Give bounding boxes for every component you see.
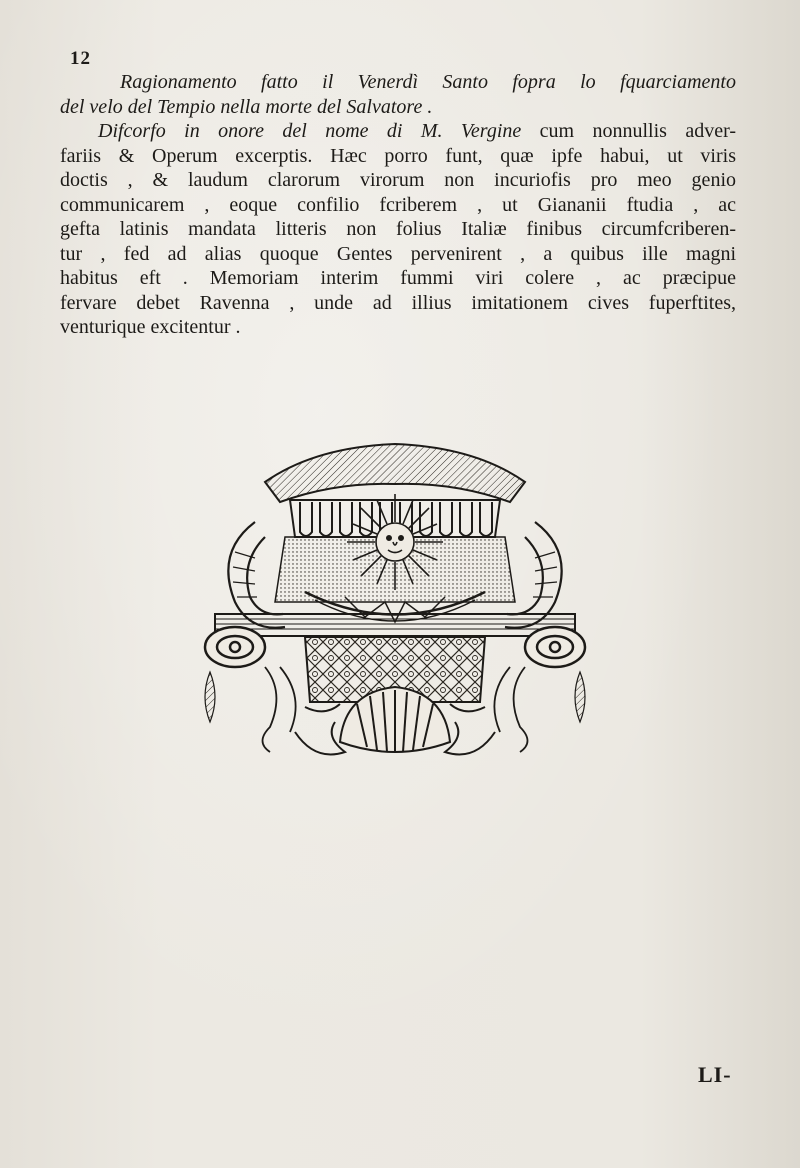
paragraph-line: gefta latinis mandata litteris non folius Italiæ finibus circumfcriberen- [60, 218, 736, 240]
paragraph-line-1 [60, 119, 736, 144]
paragraph-line: tur , fed ad alias quoque Gentes pervenirent , a quibus ille magni [60, 242, 736, 265]
heading-line-1: Ragionamento fatto il Venerdì Santo fopra lo fquarciamento [120, 71, 736, 93]
paragraph-line-1-rest: cum nonnullis adver- [521, 120, 736, 142]
paragraph-last-line: venturique excitentur . [60, 316, 241, 338]
baroque-sun-cartouche-ornament-icon [195, 442, 595, 772]
paragraph-line: communicarem , eoque confilio fcriberem , ut Giananii ftudia , ac [60, 193, 736, 216]
text-block [60, 70, 736, 340]
paragraph-line: fariis & Operum excerptis. Hæc porro funt, quæ ipfe habui, ut viris [60, 144, 736, 167]
paragraph-line: fervare debet Ravenna , unde ad illius imitationem cives fuperftites, [60, 291, 736, 314]
paragraph-line: doctis , & laudum clarorum virorum non incuriofis pro meo genio [60, 169, 736, 191]
paragraph-line: habitus eft . Memoriam interim fummi viri colere , ac præcipue [60, 267, 736, 289]
catchword: LI- [698, 1062, 732, 1087]
heading-line-2: del velo del Tempio nella morte del Salvatore . [60, 95, 433, 118]
page-number: 12 [70, 48, 91, 69]
discourse-title: Difcorfo in onore del nome di M. Vergine [98, 120, 522, 142]
